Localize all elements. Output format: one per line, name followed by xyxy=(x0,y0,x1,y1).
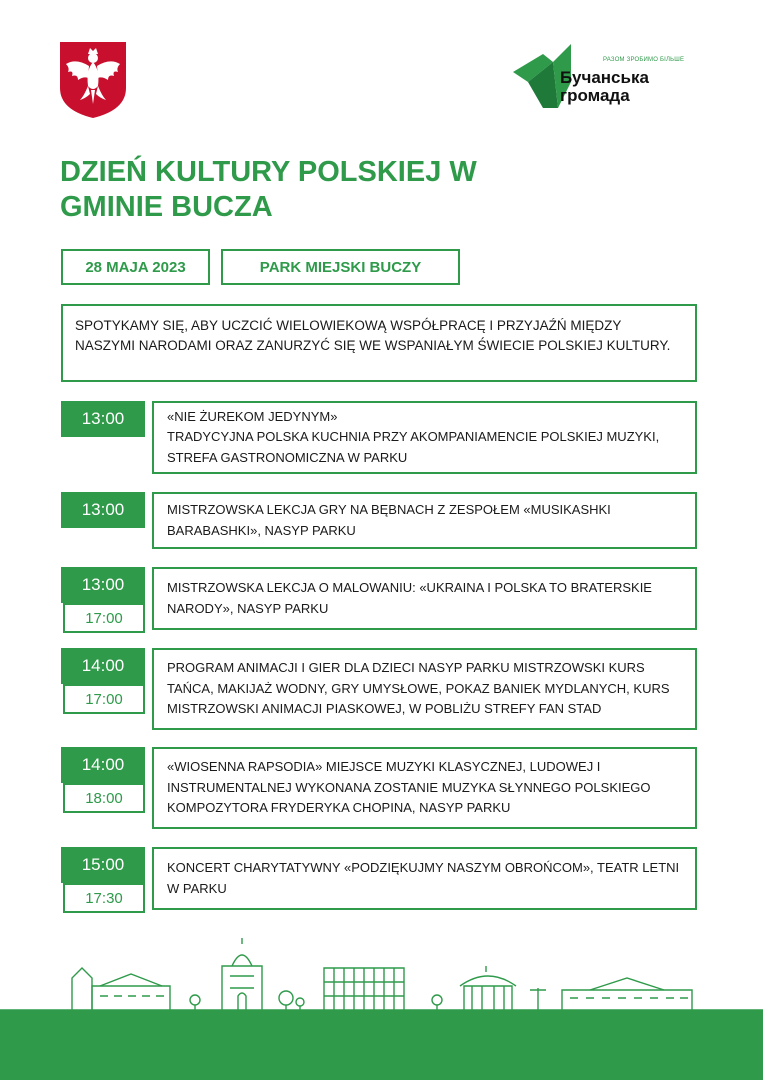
polish-eagle-emblem-icon xyxy=(58,40,128,120)
event-description: MISTRZOWSKA LEKCJA GRY NA BĘBNACH Z ZESPOŁEM «MUSIKASHKI BARABASHKI», NASYP PARKU xyxy=(152,492,697,549)
intro-text: SPOTYKAMY SIĘ, ABY UCZCIĆ WIELOWIEKOWĄ WSPÓŁPRACĘ I PRZYJAŹŃ MIĘDZY NASZYMI NARODAMI ORAZ ZANURZYĆ SIĘ WE WSPANIAŁYM ŚWIECIE POLSKIEJ KULTURY. xyxy=(61,304,697,382)
end-time: 17:00 xyxy=(63,684,145,714)
end-time: 18:00 xyxy=(63,783,145,813)
event-description: KONCERT CHARYTATYWNY «PODZIĘKUJMY NASZYM OBROŃCOM», TEATR LETNI W PARKU xyxy=(152,847,697,910)
start-time: 15:00 xyxy=(61,847,145,883)
start-time: 13:00 xyxy=(61,492,145,528)
event-description: «WIOSENNA RAPSODIA» MIEJSCE MUZYKI KLASYCZNEJ, LUDOWEJ I INSTRUMENTALNEJ WYKONANA ZOSTANIE MUZYKA SŁYNNEGO POLSKIEGO KOMPOZYTORA FRYDERYKA CHOPINA, NASYP PARKU xyxy=(152,747,697,829)
logo-tagline: РАЗОМ ЗРОБИМО БІЛЬШЕ xyxy=(603,57,685,63)
page-title: DZIEŃ KULTURY POLSKIEJ W GMINIE BUCZA xyxy=(60,156,477,223)
logo-text-line1: Бучанська xyxy=(560,68,649,87)
town-skyline-illustration-icon xyxy=(0,938,763,1013)
start-time: 13:00 xyxy=(61,567,145,603)
event-description: MISTRZOWSKA LEKCJA O MALOWANIU: «UKRAINA I POLSKA TO BRATERSKIE NARODY», NASYP PARKU xyxy=(152,567,697,630)
event-date-badge: 28 MAJA 2023 xyxy=(61,249,210,285)
end-time: 17:30 xyxy=(63,883,145,913)
event-description: PROGRAM ANIMACJI I GIER DLA DZIECI NASYP PARKU MISTRZOWSKI KURS TAŃCA, MAKIJAŻ WODNY, GRY UMYSŁOWE, POKAZ BANIEK MYDLANYCH, KURS MISTRZOWSKI ANIMACJI PIASKOWEJ, W POBLIŻU STREFY FAN STAD xyxy=(152,648,697,730)
footer-band xyxy=(0,1010,763,1080)
start-time: 14:00 xyxy=(61,747,145,783)
event-place-badge: PARK MIEJSKI BUCZY xyxy=(221,249,460,285)
logo-text-line2: громада xyxy=(560,86,630,105)
event-description: «NIE ŻUREKOM JEDYNYM» TRADYCYJNA POLSKA KUCHNIA PRZY AKOMPANIAMENCIE POLSKIEJ MUZYKI, STREFA GASTRONOMICZNA W PARKU xyxy=(152,401,697,474)
start-time: 13:00 xyxy=(61,401,145,437)
end-time: 17:00 xyxy=(63,603,145,633)
start-time: 14:00 xyxy=(61,648,145,684)
